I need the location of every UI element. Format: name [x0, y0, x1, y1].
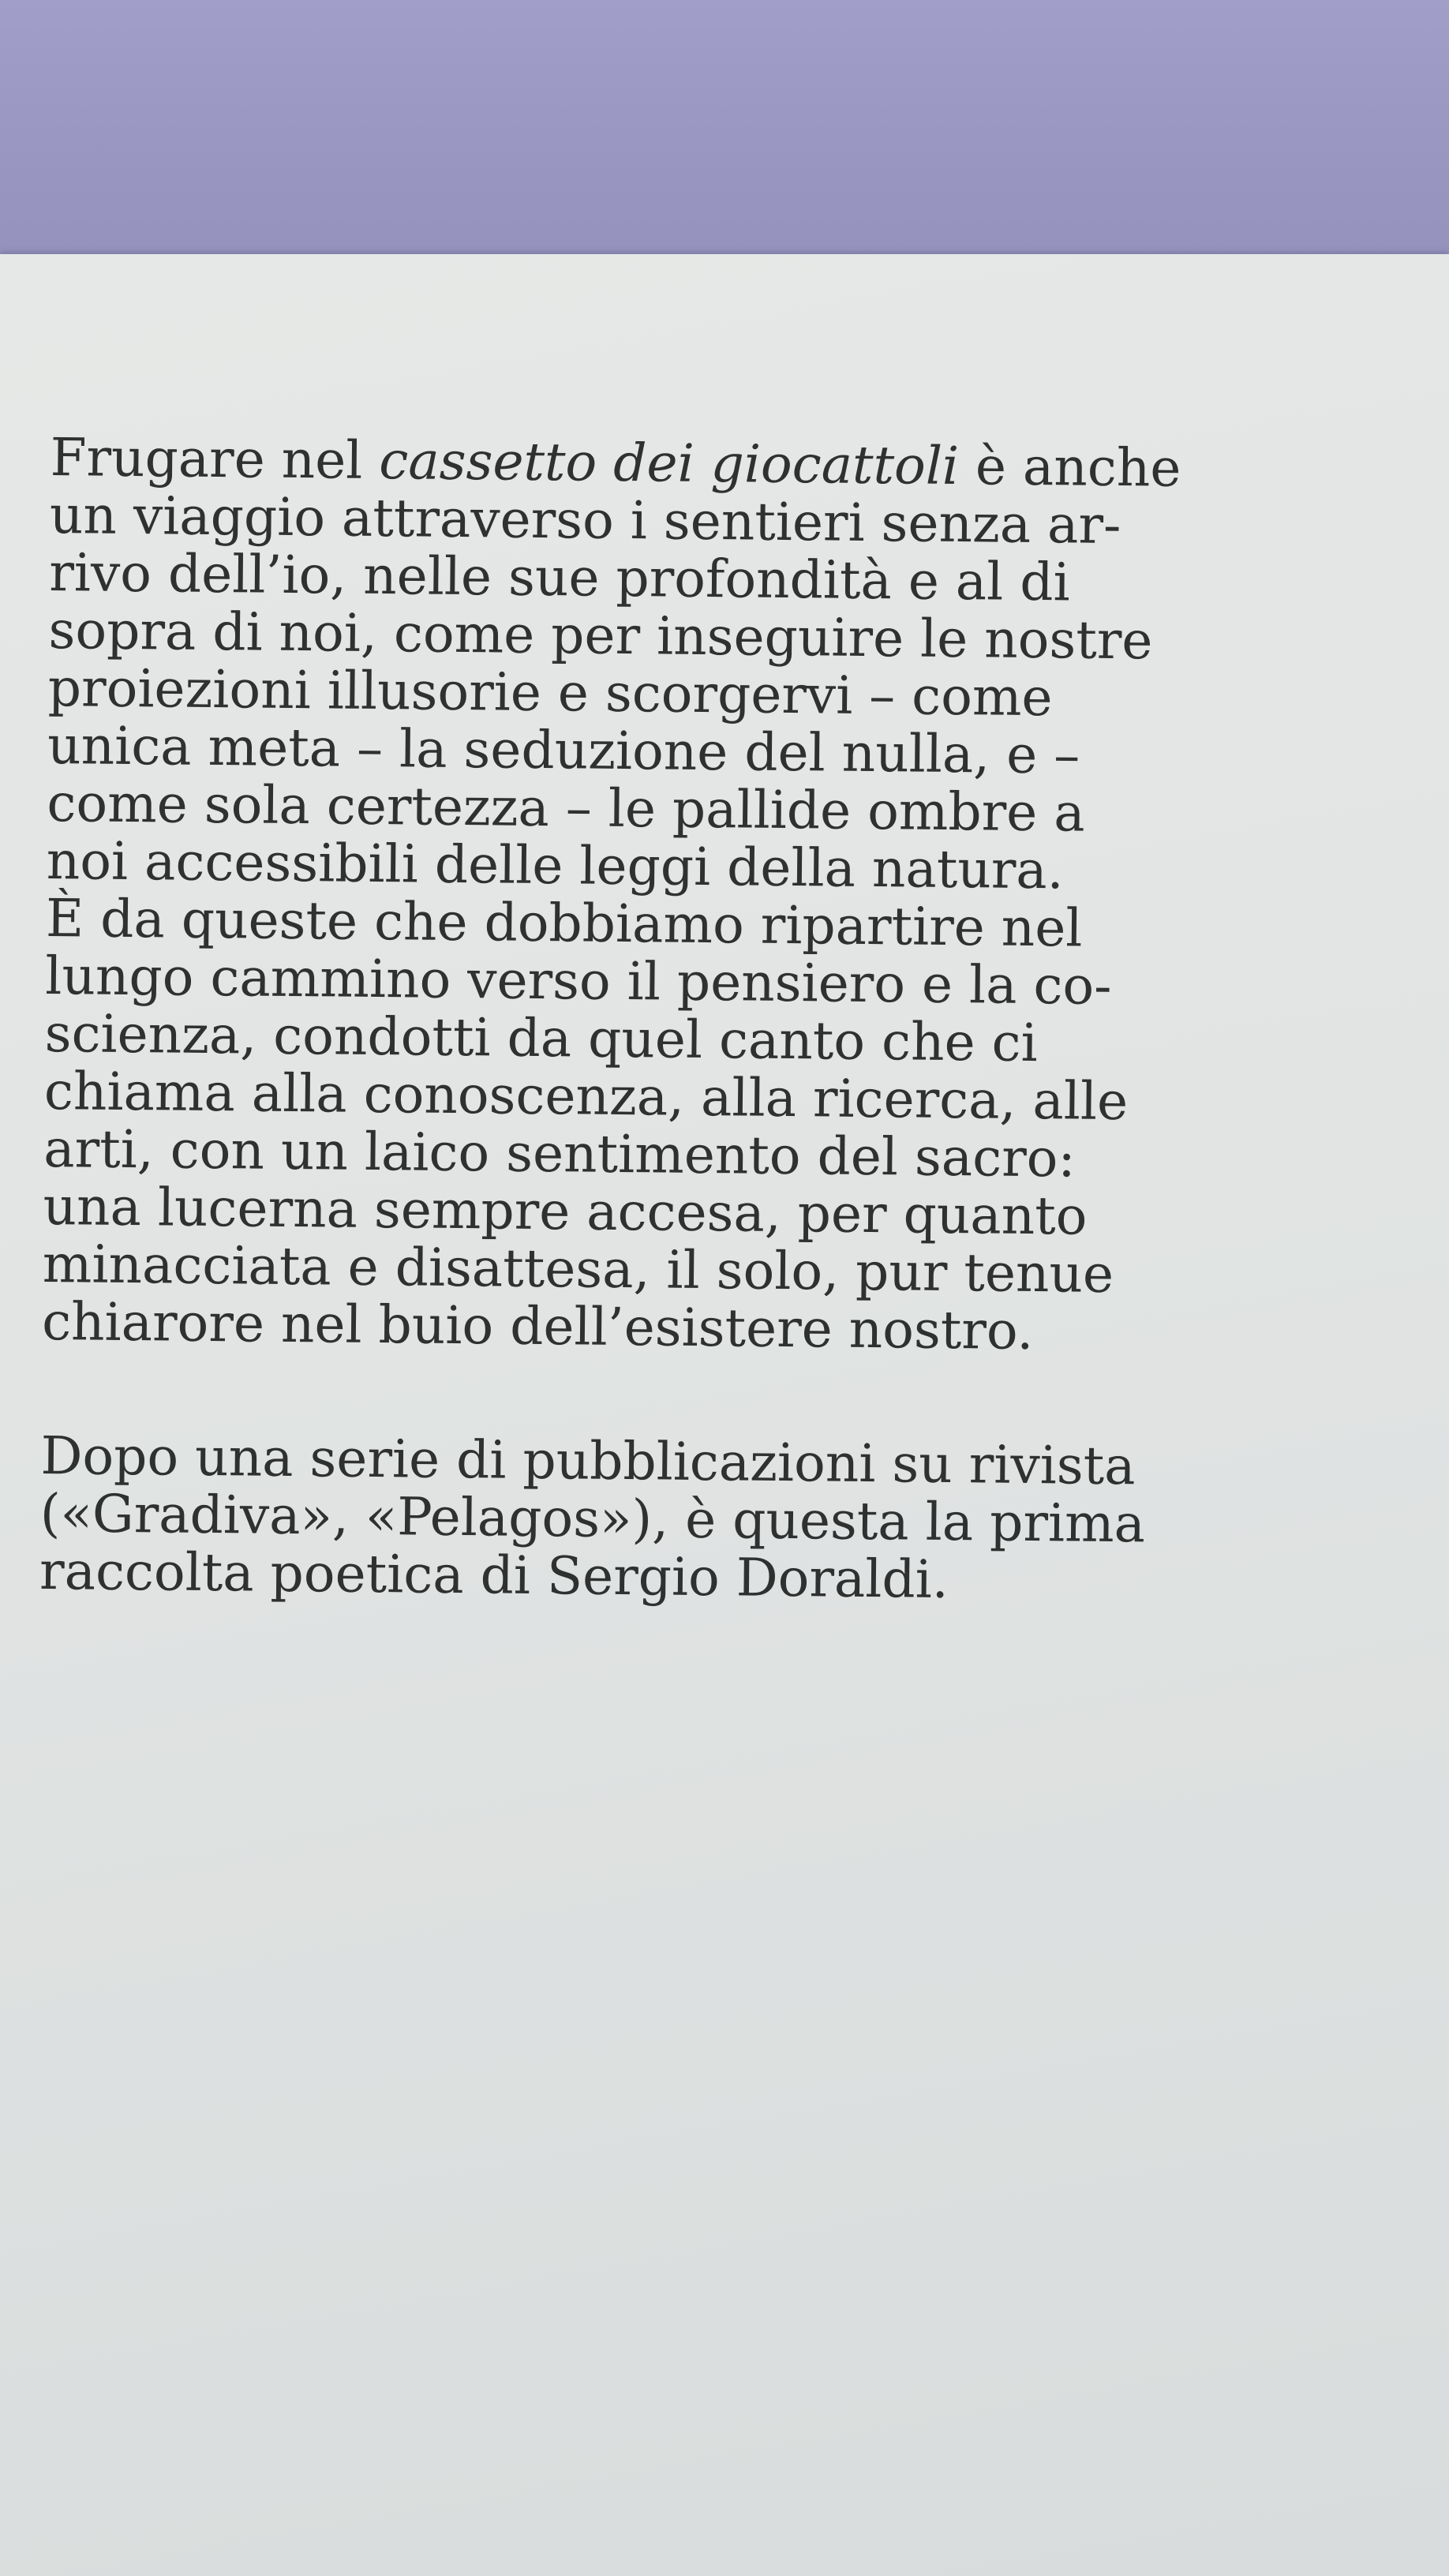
line-1-end: è anche: [958, 436, 1181, 499]
paragraph-1-line-1: [50, 427, 1181, 499]
paragraph-1-line-5: proiezioni illusorie e scorgervi – come: [47, 657, 1053, 728]
paragraph-1-line-13: arti, con un laico sentimento del sacro:: [43, 1118, 1076, 1189]
paragraph-1-line-6: unica meta – la seduzione del nulla, e –: [47, 714, 1080, 786]
paragraph-1-line-12: chiama alla conoscenza, alla ricerca, alle: [43, 1060, 1129, 1133]
paragraph-2-line-2: («Gradiva», «Pelagos»), è questa la prima: [39, 1482, 1146, 1555]
paragraph-2-line-1: Dopo una serie di pubblicazioni su rivista: [40, 1425, 1136, 1497]
blurb-text: [39, 427, 1266, 1610]
paragraph-1-line-16: chiarore nel buio dell’esistere nostro.: [41, 1290, 1034, 1362]
paragraph-1-line-4: sopra di noi, come per inseguire le nostre: [48, 599, 1153, 672]
line-1-start: Frugare nel: [50, 427, 380, 491]
paragraph-1-line-11: scienza, condotti da quel canto che ci: [44, 1002, 1039, 1074]
paragraph-2-line-3: raccolta poetica di Sergio Doraldi.: [39, 1540, 949, 1610]
paragraph-1-line-7: come sola certezza – le pallide ombre a: [47, 772, 1086, 844]
paragraph-1-line-8: noi accessibili delle leggi della natura.: [46, 829, 1065, 901]
paragraph-1-line-9: È da queste che dobbiamo ripartire nel: [45, 887, 1083, 959]
book-title-italic: cassetto dei giocattoli: [379, 430, 960, 497]
paragraph-1-line-15: minacciata e disattesa, il solo, pur tenue: [42, 1233, 1114, 1305]
book-back-cover-page: [0, 254, 1449, 2576]
paragraph-1-line-3: rivo dell’io, nelle sue profondità e al di: [48, 541, 1071, 613]
paragraph-1-line-14: una lucerna sempre accesa, per quanto: [43, 1175, 1088, 1247]
paragraph-1-line-10: lungo cammino verso il pensiero e la co-: [45, 945, 1112, 1017]
paragraph-1-line-2: un viaggio attraverso i sentieri senza ar-: [49, 484, 1121, 556]
